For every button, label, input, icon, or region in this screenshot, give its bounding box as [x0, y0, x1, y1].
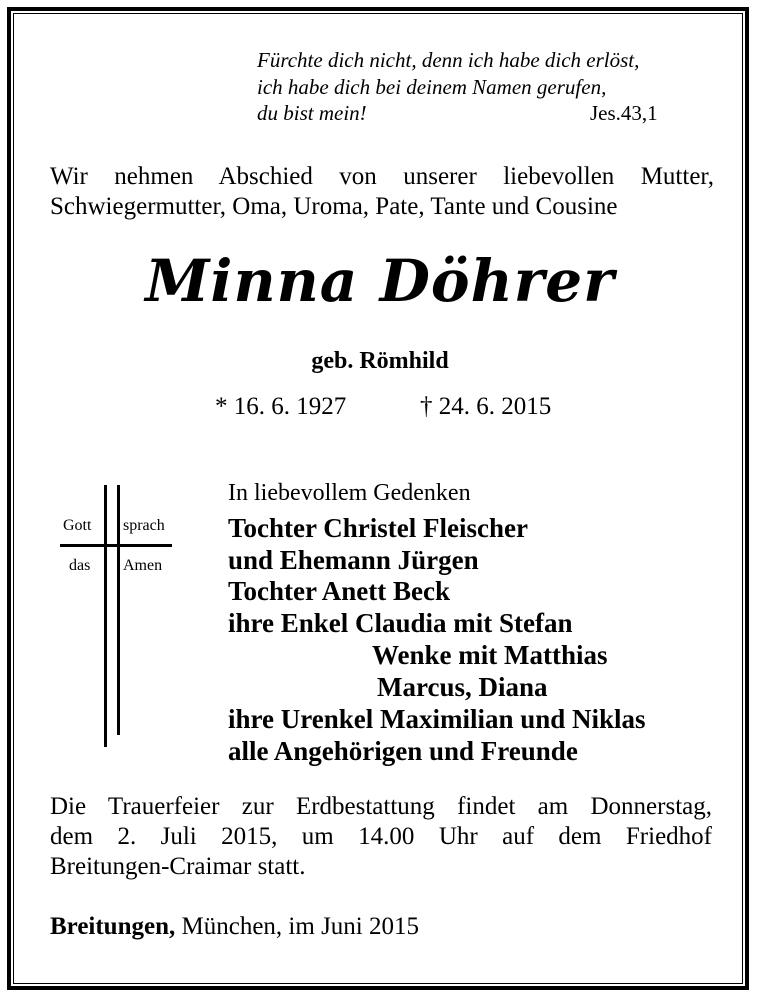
cross-word-das: das — [69, 557, 91, 574]
birth-date: * 16. 6. 1927 — [215, 393, 347, 420]
deceased-name: Minna Döhrer — [145, 247, 615, 315]
mourners-heading: In liebevollem Gedenken — [228, 480, 471, 506]
mourner-line: Tochter Christel Fleischer — [228, 513, 528, 543]
mourner-line: ihre Urenkel Maximilian und Niklas — [228, 704, 646, 734]
death-date: † 24. 6. 2015 — [420, 393, 552, 420]
birth-name: geb. Römhild — [311, 348, 449, 374]
intro-line-2: Schwiegermutter, Oma, Uroma, Pate, Tante und Cousine — [50, 193, 618, 220]
funeral-line-3: Breitungen-Craimar statt. — [50, 853, 306, 880]
mourner-line: Wenke mit Matthias — [372, 640, 608, 670]
verse-line-1: Fürchte dich nicht, denn ich habe dich erlöst, — [257, 48, 640, 72]
signature — [50, 913, 419, 941]
funeral-line-1: Die Trauerfeier zur Erdbestattung findet am Donnerstag, — [50, 793, 712, 820]
intro-line-1: Wir nehmen Abschied von unserer liebevollen Mutter, — [50, 163, 714, 190]
signature-place: Breitungen, — [50, 913, 176, 940]
verse-line-2: ich habe dich bei deinem Namen gerufen, — [257, 75, 607, 99]
mourner-line: ihre Enkel Claudia mit Stefan — [228, 608, 573, 638]
funeral-line-2: dem 2. Juli 2015, um 14.00 Uhr auf dem Friedhof — [50, 823, 712, 850]
cross-word-sprach: sprach — [123, 517, 165, 534]
cross-word-gott: Gott — [63, 517, 92, 534]
mourner-line: und Ehemann Jürgen — [228, 545, 479, 575]
mourner-line: alle Angehörigen und Freunde — [228, 736, 578, 766]
verse-reference: Jes.43,1 — [590, 101, 658, 125]
cross-word-amen: Amen — [123, 557, 163, 574]
mourner-line: Marcus, Diana — [377, 672, 548, 702]
mourner-line: Tochter Anett Beck — [228, 576, 450, 606]
signature-rest: München, im Juni 2015 — [175, 913, 419, 940]
verse-line-3: du bist mein! — [257, 101, 367, 125]
